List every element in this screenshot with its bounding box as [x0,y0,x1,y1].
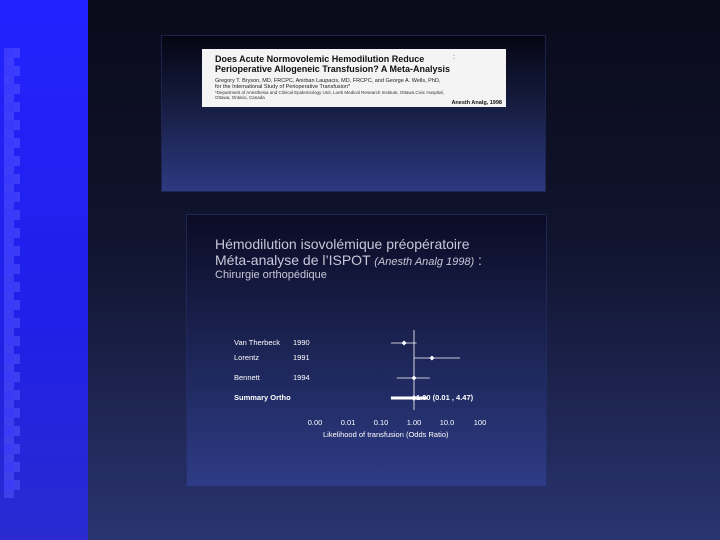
article-title-clipping [202,49,506,107]
side-square-pattern [4,48,20,498]
article-authors-line-2: for the International Study of Perioperative Transfusion* [215,84,351,90]
study-point [429,356,434,361]
forest-plot [187,215,546,486]
article-title-line-2: Perioperative Allogeneic Transfusion? A Meta-Analysis [215,64,451,74]
slide-title-citation: (Anesth Analg 1998) [374,256,475,268]
summary-estimate-label: 1.00 (0.01 , 4.47) [416,393,474,402]
x-tick-label: 0.10 [373,418,389,427]
slide-title-colon: : [474,252,482,268]
x-axis-label: Likelihood of transfusion (Odds Ratio) [323,430,449,439]
study-point [402,341,407,346]
clipping-mark: : [453,54,455,61]
article-affiliation-line-1: *Department of Anesthesia and Clinical Epidemiology Unit, Loeb Medical Research Institute, Ottawa Civic Hospital, [215,90,444,95]
article-authors-line-1: Gregory T. Bryson, MD, FRCPC, Anirban Laupacis, MD, FRCPC, and George A. Wells, PhD, [215,78,441,84]
slide-title-line-3: Chirurgie orthopédique [215,269,327,281]
study-year: 1990 [293,338,310,347]
study-year: 1991 [293,353,310,362]
x-tick-label: 1.00 [406,418,422,427]
x-tick-label: 100 [473,418,487,427]
study-label: Summary Ortho [234,393,291,402]
side-decoration-strip [0,0,88,540]
study-label: Lorentz [234,353,260,362]
forest-plot-slide-panel [187,215,546,486]
study-label: Bennett [234,373,260,382]
x-tick-label: 0.00 [307,418,323,427]
x-tick-label: 0.01 [340,418,356,427]
study-point [412,376,417,381]
x-tick-label: 10.0 [439,418,455,427]
article-affiliation-line-2: Ottawa, Ontario, Canada [215,95,265,100]
article-image-panel [162,36,545,191]
slide-title-main: Méta-analyse de l’ISPOT [215,252,375,268]
article-title-line-1: Does Acute Normovolemic Hemodilution Reduce [215,54,425,64]
study-year: 1994 [293,373,310,382]
study-label: Van Therbeck [234,338,280,347]
slide-title-line-1: Hémodilution isovolémique préopératoire [215,236,470,252]
article-citation: Anesth Analg, 1998 [451,100,502,106]
